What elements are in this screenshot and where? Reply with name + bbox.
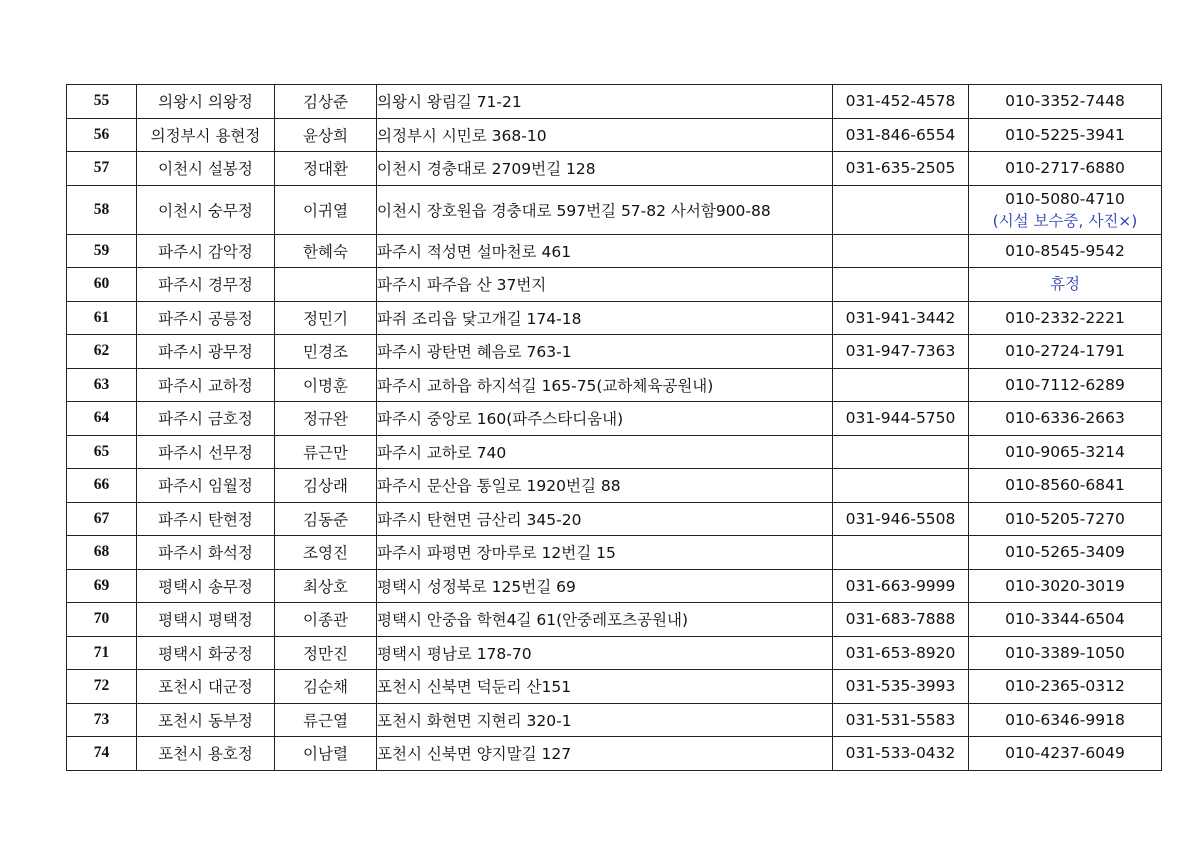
contact-person-cell: 김동준 [275,502,377,536]
row-number-cell: 72 [67,670,137,704]
table-row [67,118,1162,152]
club-name-cell: 평택시 송무정 [137,569,275,603]
mobile-phone-cell: 010-5225-3941 [969,118,1162,152]
contact-person-cell: 정규완 [275,402,377,436]
table-row [67,636,1162,670]
contact-person-cell: 김순채 [275,670,377,704]
address-cell: 파주시 교하로 740 [377,435,833,469]
address-cell: 평택시 안중읍 학현4길 61(안중레포츠공원내) [377,603,833,637]
office-phone-cell [833,234,969,268]
mobile-phone-cell: 010-3020-3019 [969,569,1162,603]
row-number-cell: 61 [67,301,137,335]
contact-person-cell: 김상래 [275,469,377,503]
club-name-cell: 이천시 숭무정 [137,185,275,234]
mobile-phone-cell: 010-6336-2663 [969,402,1162,436]
table-row [67,335,1162,369]
club-name-cell: 파주시 경무정 [137,268,275,302]
contact-person-cell: 조영진 [275,536,377,570]
club-name-cell: 의정부시 용현정 [137,118,275,152]
club-name-cell: 포천시 대군정 [137,670,275,704]
office-phone-cell: 031-946-5508 [833,502,969,536]
table-row [67,670,1162,704]
address-cell: 포천시 신북면 덕둔리 산151 [377,670,833,704]
table-row [67,185,1162,234]
office-phone-cell: 031-941-3442 [833,301,969,335]
address-cell: 이천시 경충대로 2709번길 128 [377,152,833,186]
mobile-phone: 010-5080-4710 [1005,189,1125,208]
row-number-cell: 57 [67,152,137,186]
club-name-cell: 파주시 임월정 [137,469,275,503]
row-number-cell: 56 [67,118,137,152]
club-name-cell: 파주시 선무정 [137,435,275,469]
mobile-phone-cell [969,268,1162,302]
table-row [67,703,1162,737]
mobile-phone-cell: 010-2724-1791 [969,335,1162,369]
contact-person-cell: 이남렬 [275,737,377,771]
address-cell: 파주시 중앙로 160(파주스타디움내) [377,402,833,436]
club-name-cell: 파주시 교하정 [137,368,275,402]
status-label: 휴정 [1050,275,1080,294]
office-phone-cell: 031-663-9999 [833,569,969,603]
address-cell: 파주시 파주읍 산 37번지 [377,268,833,302]
office-phone-cell [833,368,969,402]
address-cell: 파주시 교하읍 하지석길 165-75(교하체육공원내) [377,368,833,402]
club-name-cell: 파주시 공릉정 [137,301,275,335]
row-number-cell: 73 [67,703,137,737]
row-number-cell: 62 [67,335,137,369]
table-row [67,469,1162,503]
mobile-phone-cell: 010-5265-3409 [969,536,1162,570]
table-row [67,569,1162,603]
table-row [67,234,1162,268]
contact-person-cell: 이명훈 [275,368,377,402]
table-row [67,402,1162,436]
contact-person-cell: 정대환 [275,152,377,186]
address-cell: 파주시 파평면 장마루로 12번길 15 [377,536,833,570]
mobile-phone-cell: 010-3389-1050 [969,636,1162,670]
row-number-cell: 68 [67,536,137,570]
club-name-cell: 파주시 탄현정 [137,502,275,536]
contact-person-cell: 김상준 [275,85,377,119]
table-row [67,435,1162,469]
address-cell: 파주시 탄현면 금산리 345-20 [377,502,833,536]
table-row [67,268,1162,302]
office-phone-cell: 031-683-7888 [833,603,969,637]
contact-person-cell: 정민기 [275,301,377,335]
table-row [67,737,1162,771]
office-phone-cell: 031-533-0432 [833,737,969,771]
club-name-cell: 파주시 금호정 [137,402,275,436]
table-row [67,152,1162,186]
table-row [67,85,1162,119]
address-cell: 파주시 문산읍 통일로 1920번길 88 [377,469,833,503]
contact-person-cell: 최상호 [275,569,377,603]
contact-person-cell: 이귀열 [275,185,377,234]
address-cell: 평택시 평남로 178-70 [377,636,833,670]
roster-body [67,85,1162,771]
address-cell: 포천시 신북면 양지말길 127 [377,737,833,771]
club-name-cell: 파주시 화석정 [137,536,275,570]
club-name-cell: 평택시 평택정 [137,603,275,637]
row-number-cell: 55 [67,85,137,119]
club-name-cell: 평택시 화궁정 [137,636,275,670]
mobile-phone-cell: 010-2717-6880 [969,152,1162,186]
contact-person-cell: 류근만 [275,435,377,469]
office-phone-cell [833,268,969,302]
office-phone-cell: 031-944-5750 [833,402,969,436]
row-number-cell: 71 [67,636,137,670]
mobile-phone-cell: 010-6346-9918 [969,703,1162,737]
mobile-phone-cell: 010-9065-3214 [969,435,1162,469]
mobile-phone-cell: 010-5205-7270 [969,502,1162,536]
table-row [67,502,1162,536]
row-number-cell: 58 [67,185,137,234]
row-number-cell: 64 [67,402,137,436]
contact-person-cell: 윤상희 [275,118,377,152]
table-row [67,368,1162,402]
address-cell: 의왕시 왕림길 71-21 [377,85,833,119]
address-cell: 의정부시 시민로 368-10 [377,118,833,152]
contact-person-cell: 이종관 [275,603,377,637]
club-name-cell: 의왕시 의왕정 [137,85,275,119]
table-row [67,603,1162,637]
office-phone-cell [833,469,969,503]
address-cell: 파주시 광탄면 혜음로 763-1 [377,335,833,369]
row-number-cell: 60 [67,268,137,302]
facility-note: (시설 보수중, 사진×) [992,211,1138,230]
row-number-cell: 69 [67,569,137,603]
office-phone-cell [833,185,969,234]
row-number-cell: 74 [67,737,137,771]
mobile-phone-cell: 010-3352-7448 [969,85,1162,119]
row-number-cell: 67 [67,502,137,536]
table-row [67,536,1162,570]
contact-person-cell: 류근열 [275,703,377,737]
club-name-cell: 이천시 설봉정 [137,152,275,186]
address-cell: 평택시 성정북로 125번길 69 [377,569,833,603]
office-phone-cell: 031-846-6554 [833,118,969,152]
club-name-cell: 포천시 용호정 [137,737,275,771]
club-name-cell: 파주시 감악정 [137,234,275,268]
contact-person-cell: 한혜숙 [275,234,377,268]
row-number-cell: 63 [67,368,137,402]
table-row [67,301,1162,335]
address-cell: 이천시 장호원읍 경충대로 597번길 57-82 사서함900-88 [377,185,833,234]
archery-club-roster-table [66,84,1162,771]
office-phone-cell: 031-535-3993 [833,670,969,704]
address-cell: 파쥐 조리읍 닻고개길 174-18 [377,301,833,335]
club-name-cell: 포천시 동부정 [137,703,275,737]
row-number-cell: 66 [67,469,137,503]
office-phone-cell: 031-635-2505 [833,152,969,186]
row-number-cell: 70 [67,603,137,637]
mobile-phone-cell: 010-8560-6841 [969,469,1162,503]
mobile-phone-cell [969,185,1162,234]
club-name-cell: 파주시 광무정 [137,335,275,369]
office-phone-cell [833,435,969,469]
mobile-phone-cell: 010-8545-9542 [969,234,1162,268]
contact-person-cell: 민경조 [275,335,377,369]
mobile-phone-cell: 010-2365-0312 [969,670,1162,704]
address-cell: 파주시 적성면 설마천로 461 [377,234,833,268]
office-phone-cell: 031-531-5583 [833,703,969,737]
office-phone-cell [833,536,969,570]
contact-person-cell: 정만진 [275,636,377,670]
office-phone-cell: 031-653-8920 [833,636,969,670]
contact-person-cell [275,268,377,302]
mobile-phone-cell: 010-3344-6504 [969,603,1162,637]
office-phone-cell: 031-452-4578 [833,85,969,119]
mobile-phone-cell: 010-4237-6049 [969,737,1162,771]
mobile-phone-cell: 010-2332-2221 [969,301,1162,335]
office-phone-cell: 031-947-7363 [833,335,969,369]
row-number-cell: 59 [67,234,137,268]
address-cell: 포천시 화현면 지현리 320-1 [377,703,833,737]
row-number-cell: 65 [67,435,137,469]
mobile-phone-cell: 010-7112-6289 [969,368,1162,402]
